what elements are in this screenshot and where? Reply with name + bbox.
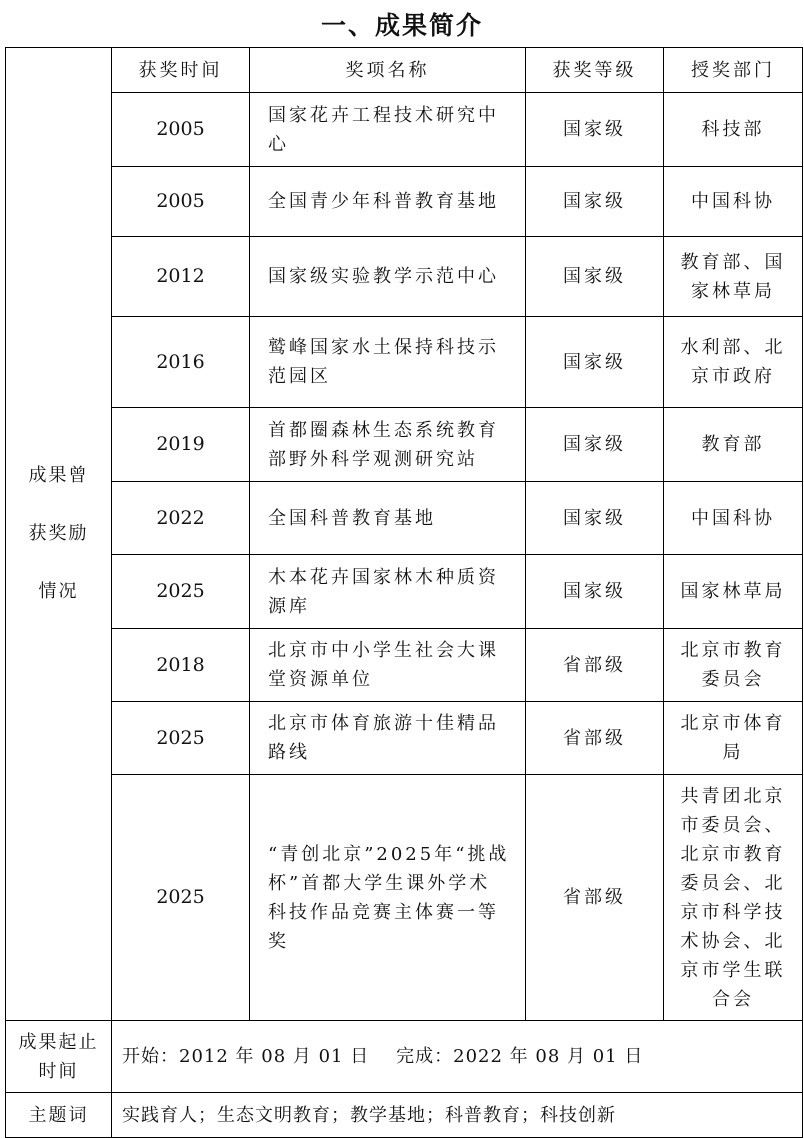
award-level: 国家级 <box>526 317 664 408</box>
award-dept: 教育部、国家林草局 <box>664 237 803 317</box>
award-name: 国家级实验教学示范中心 <box>250 237 526 317</box>
keywords-label: 主题词 <box>6 1093 112 1138</box>
period-row <box>6 1021 803 1093</box>
award-dept: 水利部、北京市政府 <box>664 317 803 408</box>
award-level: 省部级 <box>526 702 664 775</box>
header-dept: 授奖部门 <box>664 48 803 93</box>
award-name: 全国科普教育基地 <box>250 482 526 555</box>
award-dept: 科技部 <box>664 93 803 167</box>
award-level: 省部级 <box>526 775 664 1021</box>
award-name: 木本花卉国家林木种质资源库 <box>250 555 526 629</box>
award-level: 国家级 <box>526 93 664 167</box>
award-row <box>6 629 803 702</box>
award-name: 北京市中小学生社会大课堂资源单位 <box>250 629 526 702</box>
award-row <box>6 555 803 629</box>
award-name: 国家花卉工程技术研究中心 <box>250 93 526 167</box>
award-dept: 国家林草局 <box>664 555 803 629</box>
award-row <box>6 702 803 775</box>
keywords-row <box>6 1093 803 1138</box>
section-title: 一、成果简介 <box>320 11 483 40</box>
award-year: 2012 <box>112 237 250 317</box>
award-level: 国家级 <box>526 237 664 317</box>
award-row <box>6 93 803 167</box>
header-year: 获奖时间 <box>112 48 250 93</box>
award-level: 国家级 <box>526 555 664 629</box>
header-name: 奖项名称 <box>250 48 526 93</box>
award-name: 全国青少年科普教育基地 <box>250 167 526 237</box>
award-name: “青创北京”2025年“挑战杯”首都大学生课外学术科技作品竞赛主体赛一等奖 <box>250 775 526 1021</box>
award-row <box>6 482 803 555</box>
award-row <box>6 317 803 408</box>
award-year: 2025 <box>112 702 250 775</box>
award-year: 2018 <box>112 629 250 702</box>
award-dept: 中国科协 <box>664 167 803 237</box>
award-dept: 北京市教育委员会 <box>664 629 803 702</box>
header-level: 获奖等级 <box>526 48 664 93</box>
award-name: 北京市体育旅游十佳精品路线 <box>250 702 526 775</box>
award-name: 首都圈森林生态系统教育部野外科学观测研究站 <box>250 408 526 482</box>
label-line: 获奖励 <box>28 523 89 544</box>
award-level: 国家级 <box>526 408 664 482</box>
period-label: 成果起止时间 <box>6 1021 112 1093</box>
award-year: 2022 <box>112 482 250 555</box>
award-year: 2025 <box>112 555 250 629</box>
award-row <box>6 775 803 1021</box>
label-line: 情况 <box>38 581 79 602</box>
achievement-table <box>5 47 803 1138</box>
keywords-value: 实践育人；生态文明教育；教学基地；科普教育；科技创新 <box>112 1093 803 1138</box>
period-value: 开始：2012 年 08 月 01 日 完成：2022 年 08 月 01 日 <box>112 1021 803 1093</box>
table-header-row <box>6 48 803 93</box>
award-year: 2025 <box>112 775 250 1021</box>
award-level: 省部级 <box>526 629 664 702</box>
award-dept: 共青团北京市委员会、北京市教育委员会、北京市科学技术协会、北京市学生联合会 <box>664 775 803 1021</box>
label-line: 成果曾 <box>28 465 89 486</box>
award-year: 2005 <box>112 93 250 167</box>
award-level: 国家级 <box>526 167 664 237</box>
award-row <box>6 237 803 317</box>
award-year: 2019 <box>112 408 250 482</box>
award-name: 鹫峰国家水土保持科技示范园区 <box>250 317 526 408</box>
award-section-label <box>6 48 112 1021</box>
award-dept: 教育部 <box>664 408 803 482</box>
award-row <box>6 408 803 482</box>
award-year: 2005 <box>112 167 250 237</box>
award-dept: 中国科协 <box>664 482 803 555</box>
award-year: 2016 <box>112 317 250 408</box>
award-level: 国家级 <box>526 482 664 555</box>
award-dept: 北京市体育局 <box>664 702 803 775</box>
award-row <box>6 167 803 237</box>
